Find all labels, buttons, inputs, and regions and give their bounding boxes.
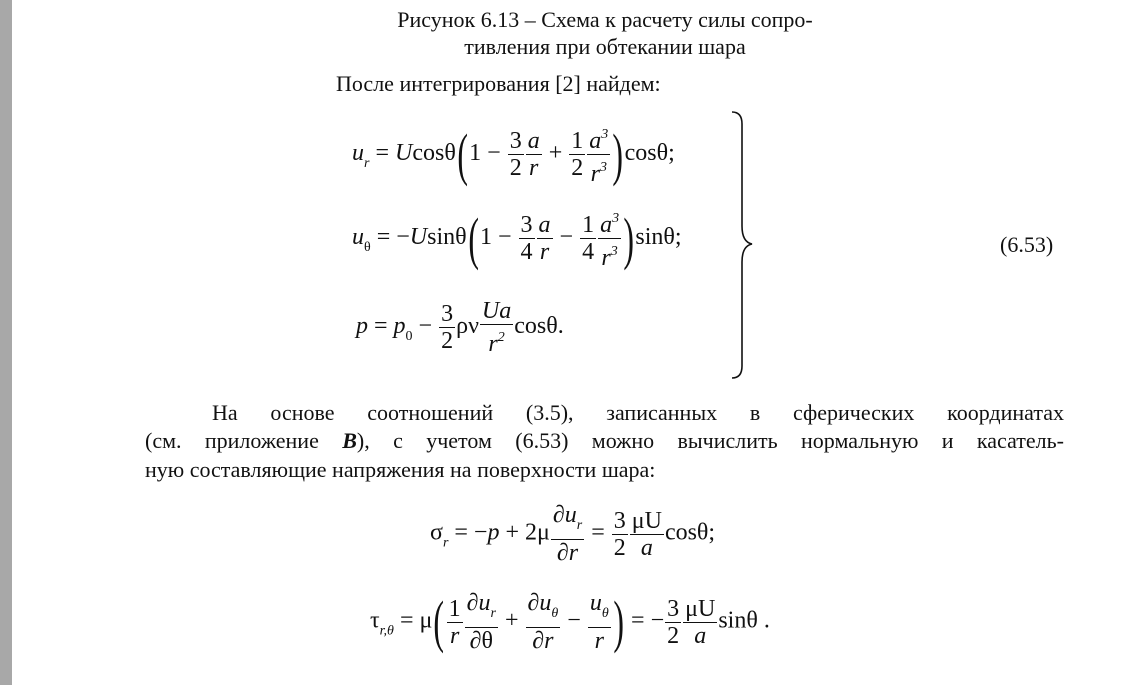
symbol-u: u — [352, 140, 364, 167]
sin-tail: sinθ . — [718, 607, 770, 634]
denominator — [587, 155, 610, 187]
denominator: ∂r — [532, 628, 554, 654]
cos-tail: cosθ; — [624, 140, 675, 167]
plus: + — [542, 140, 569, 167]
numerator — [526, 590, 561, 628]
equation-ur — [352, 122, 675, 187]
one-minus: 1 − — [479, 224, 518, 251]
numerator — [465, 590, 498, 628]
equals: = — [369, 140, 395, 167]
cos-tail: cosθ; — [664, 519, 716, 546]
symbol-p: p — [356, 313, 368, 340]
denominator: 2 — [509, 155, 522, 181]
text-part: (см. приложение — [145, 428, 343, 453]
fraction — [630, 508, 664, 561]
paragraph-line-1: На основе соотношений (3.5), записанных в сферических координатах — [212, 400, 1064, 425]
equation-utheta — [352, 206, 682, 271]
numerator: 3 — [667, 595, 680, 622]
minus: − — [553, 224, 580, 251]
equation-number: (6.53) — [1000, 232, 1054, 257]
fraction — [569, 128, 585, 181]
numerator — [598, 206, 621, 239]
denominator: 2 — [441, 328, 454, 354]
sin-tail: sinθ; — [635, 224, 682, 251]
denominator: 4 — [520, 239, 533, 265]
numerator: μU — [631, 507, 662, 534]
base: ∂u — [552, 502, 577, 528]
fraction — [683, 596, 717, 649]
left-paren: ( — [433, 589, 445, 654]
denominator: 2 — [667, 622, 680, 649]
symbol-p0: p — [393, 313, 406, 340]
symbol-p: p — [487, 519, 500, 546]
equals-mu: = μ — [393, 607, 433, 634]
paragraph-line-3: ную составляющие напряжения на поверхности шара: — [145, 457, 656, 482]
subscript: r — [576, 518, 583, 533]
sin-term: sinθ — [427, 224, 467, 251]
right-paren: ) — [613, 589, 624, 654]
symbol-U: U — [395, 140, 413, 167]
numerator: 3 — [509, 128, 522, 154]
numerator: 3 — [520, 212, 533, 238]
denominator: 2 — [571, 155, 584, 181]
base: r — [488, 331, 498, 357]
subscript: θ — [601, 606, 609, 621]
base: u — [589, 590, 602, 616]
plus: + — [498, 607, 525, 634]
left-paren: ( — [468, 205, 479, 271]
equation-pressure — [356, 298, 564, 357]
denominator: a — [694, 622, 707, 649]
subscript: θ — [551, 606, 559, 621]
fraction — [580, 212, 596, 265]
equation-tau — [370, 590, 770, 654]
fraction — [480, 298, 513, 357]
exponent: 3 — [612, 211, 620, 226]
numerator: 1 — [582, 212, 595, 238]
denominator: r — [539, 239, 550, 265]
numerator: a — [538, 212, 551, 238]
numerator: 3 — [441, 301, 454, 327]
exponent: 3 — [610, 244, 618, 259]
subscript: 0 — [405, 329, 413, 345]
base: r — [601, 245, 611, 271]
equation-sigma — [430, 502, 715, 566]
subscript: r,θ — [379, 623, 394, 639]
base: ∂u — [527, 590, 552, 616]
denominator — [598, 239, 621, 271]
appendix-letter: B — [342, 428, 357, 453]
right-paren: ) — [623, 205, 635, 271]
exponent: 2 — [497, 330, 505, 345]
subscript: r — [442, 535, 449, 551]
numerator: 3 — [613, 507, 626, 534]
fraction — [439, 301, 455, 354]
minus: − — [412, 313, 439, 340]
symbol-U: U — [409, 224, 428, 251]
text-part: ), с учетом (6.53) можно вычислить нормальную и касатель- — [356, 428, 1064, 453]
symbol-tau: τ — [370, 607, 380, 634]
subscript: θ — [364, 240, 371, 256]
fraction — [587, 122, 610, 187]
equals-minus: = − — [625, 607, 665, 634]
numerator — [588, 590, 611, 628]
numerator: μU — [685, 595, 716, 622]
fraction — [508, 128, 524, 181]
fraction — [526, 128, 542, 181]
denominator: r — [529, 155, 539, 181]
symbol-u: u — [352, 224, 364, 251]
base: a — [589, 128, 602, 154]
one-minus: 1 − — [469, 140, 507, 167]
numerator: a — [527, 128, 540, 154]
base: r — [590, 161, 600, 187]
fraction — [551, 502, 584, 566]
minus: − — [561, 607, 587, 634]
numerator — [587, 122, 610, 155]
numerator: 1 — [571, 128, 584, 154]
caption-line-1: Рисунок 6.13 – Схема к расчету силы сопро- — [397, 7, 813, 32]
fraction — [598, 206, 621, 271]
subscript: r — [364, 156, 370, 172]
equals: = — [368, 313, 394, 340]
fraction — [447, 596, 463, 649]
exponent: 3 — [601, 127, 609, 142]
denominator: r — [594, 628, 604, 654]
right-brace-icon — [718, 108, 758, 382]
right-paren: ) — [612, 121, 624, 187]
equals: = − — [370, 224, 410, 251]
figure-caption — [300, 6, 910, 60]
base: ∂u — [466, 590, 491, 616]
fraction — [526, 590, 561, 654]
numerator — [551, 502, 584, 540]
caption-line-2: тивления при обтекании шара — [464, 34, 746, 59]
fraction — [465, 590, 498, 654]
cos-tail: cosθ. — [514, 313, 564, 340]
equals: = − — [448, 519, 488, 546]
denominator: a — [640, 534, 653, 561]
numerator: 1 — [448, 595, 461, 622]
fraction — [665, 596, 681, 649]
denominator: r — [450, 622, 460, 649]
equals: = — [585, 519, 611, 546]
fraction — [537, 212, 553, 265]
numerator: Ua — [481, 298, 512, 324]
subscript: r — [490, 606, 496, 621]
symbol-sigma: σ — [430, 519, 443, 546]
rho-nu: ρν — [456, 313, 479, 340]
exponent: 3 — [599, 160, 607, 175]
plus-2mu: + 2μ — [499, 519, 550, 546]
fraction — [612, 508, 628, 561]
denominator: 2 — [613, 534, 626, 561]
window-left-edge — [0, 0, 12, 685]
cos-term: cosθ — [412, 140, 456, 167]
fraction — [588, 590, 611, 654]
denominator: ∂r — [556, 540, 579, 566]
base: a — [600, 212, 613, 238]
paragraph-line-2 — [145, 427, 1064, 455]
denominator — [480, 325, 513, 357]
fraction — [519, 212, 535, 265]
denominator: ∂θ — [469, 628, 493, 654]
denominator: 4 — [582, 239, 595, 265]
left-paren: ( — [457, 121, 468, 187]
intro-text: После интегрирования [2] найдем: — [336, 71, 661, 96]
